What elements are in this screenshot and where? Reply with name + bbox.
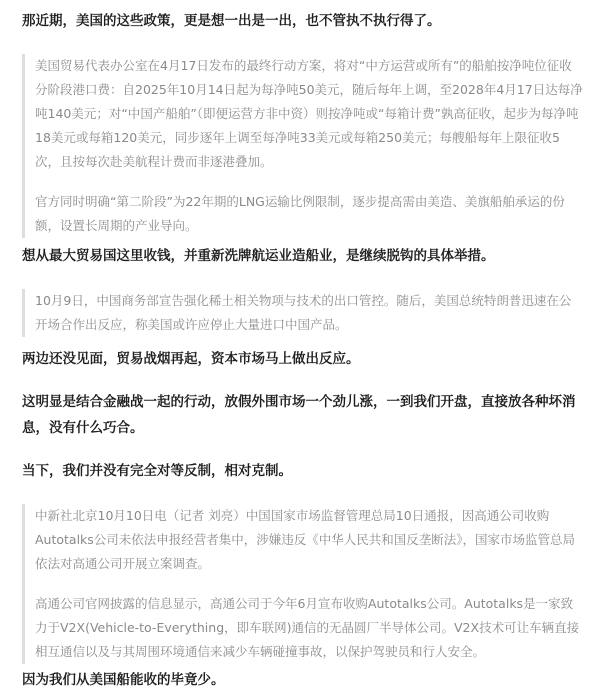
quote-1-paragraph-2: 官方同时明确“第二阶段”为22年期的LNG运输比例限制，逐步提高需由美造、美旗船舶承运的份额，设置长周期的产业导向。 xyxy=(35,194,565,233)
blockquote-1 xyxy=(22,54,583,238)
paragraph-3: 两边还没见面，贸易战烟再起，资本市场马上做出反应。 xyxy=(22,351,360,367)
paragraph-5: 当下，我们并没有完全对等反制，相对克制。 xyxy=(22,463,292,479)
paragraph-4: 这明显是结合金融战一起的行动，放假外围市场一个劲儿涨，一到我们开盘，直接放各种坏消息，没有什么巧合。 xyxy=(22,394,576,436)
paragraph-1: 那近期，美国的这些政策，更是想一出是一出，也不管执不执行得了。 xyxy=(22,13,441,29)
quote-3-paragraph-2: 高通公司官网披露的信息显示，高通公司于今年6月宣布收购Autotalks公司。Autotalks是一家致力于V2X(Vehicle-to-Everything，即车联网)通信的无晶圆厂半导体公司。V2X技术可让车辆直接相互通信以及与其周围环境通信来减少车辆碰撞事故，以保护驾驶员和行人安全。 xyxy=(35,596,580,659)
quote-2-paragraph-1: 10月9日，中国商务部宣告强化稀土相关物项与技术的出口管控。随后，美国总统特朗普迅速在公开场合作出反应，称美国或许应停止大量进口中国产品。 xyxy=(35,293,572,332)
paragraph-2: 想从最大贸易国这里收钱，并重新洗牌航运业造船业，是继续脱钩的具体举措。 xyxy=(22,248,495,264)
blockquote-3 xyxy=(22,504,583,664)
paragraph-6: 因为我们从美国船能收的毕竟少。 xyxy=(22,672,225,688)
blockquote-2 xyxy=(22,289,583,337)
quote-1-paragraph-1: 美国贸易代表办公室在4月17日发布的最终行动方案，将对“中方运营或所有”的船舶按净吨位征收分阶段港口费：自2025年10月14日起为每净吨50美元，随后每年上调，至2028年4月17日达每净吨140美元；对“中国产船舶”（即便运营方非中资）则按净吨或“每箱计费”孰高征收，起步为每净吨18美元或每箱120美元，同步逐年上调至每净吨33美元或每箱250美元；每艘船每年上限征收5次，且按每次赴美航程计费而非逐港叠加。 xyxy=(35,58,583,169)
quote-3-paragraph-1: 中新社北京10月10日电（记者 刘亮）中国国家市场监督管理总局10日通报，因高通公司收购Autotalks公司未依法申报经营者集中，涉嫌违反《中华人民共和国反垄断法》，国家市场监管总局依法对高通公司开展立案调查。 xyxy=(35,508,576,571)
